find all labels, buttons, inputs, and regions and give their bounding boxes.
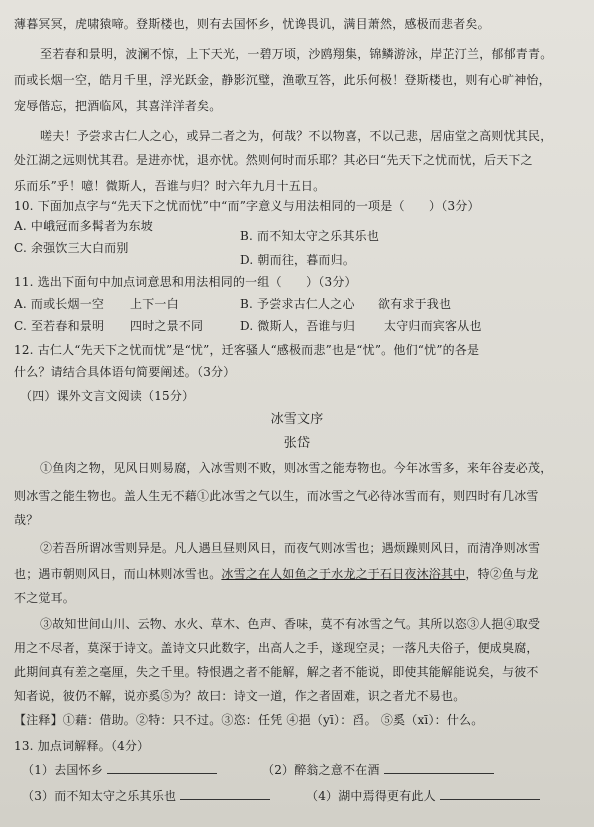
essay-title: 冰雪文序 bbox=[270, 412, 324, 427]
answer-blank[interactable] bbox=[107, 763, 217, 774]
q13-item-1 bbox=[22, 762, 217, 778]
question-stem: 13. 加点词解释。（4分） bbox=[14, 739, 150, 753]
para-line: ①鱼肉之物，见风日则易腐，入冰雪则不败，则冰雪之能寿物也。今年冰雪多，来年谷麦必茂， bbox=[40, 461, 553, 475]
essay-author: 张岱 bbox=[283, 436, 311, 451]
item-label: （1）去国怀乡 bbox=[22, 763, 104, 777]
question-stem: 10. 下面加点字与“先天下之忧而忧”中“而”字意义与用法相同的一项是（ ）（3分） bbox=[14, 199, 480, 213]
notes: 【注释】①藉：借助。②特：只不过。③恣：任凭 ④挹（yī）：舀。 ⑤奚（xī）：什么。 bbox=[14, 713, 484, 727]
option-a: A. 而或长烟一空 bbox=[14, 297, 105, 311]
underlined-sentence: 冰雪之在人如鱼之于水龙之于石日夜沐浴其中 bbox=[221, 567, 466, 581]
passage-line: 薄暮冥冥，虎啸猿啼。登斯楼也，则有去国怀乡，忧谗畏讥，满目萧然，感极而悲者矣。 bbox=[14, 17, 490, 31]
item-label: （2）醉翁之意不在酒 bbox=[262, 763, 380, 777]
para-line bbox=[14, 566, 539, 582]
para-line: ③故知世间山川、云物、水火、草木、色声、香味，莫不有冰雪之气。其所以恣③人挹④取受 bbox=[40, 617, 541, 631]
option-b: B. 予尝求古仁人之心 bbox=[240, 297, 355, 311]
para-line: 知者说，彼仍不解，说亦奚⑤为？故曰：诗文一道，作之者固难，识之者尤不易也。 bbox=[14, 689, 466, 703]
option-d: D. 微斯人，吾谁与归 bbox=[240, 319, 356, 333]
question-line: 12. 古仁人“先天下之忧而忧”是“忧”，迁客骚人“感极而悲”也是“忧”。他们“忧”的各是 bbox=[14, 343, 480, 357]
answer-blank[interactable] bbox=[384, 763, 494, 774]
option-c-pair: 四时之景不同 bbox=[130, 319, 204, 333]
para-line: 用之不尽者，莫深于诗文。盖诗文只此数字，出高人之手，遂现空灵；一落凡夫俗子，便成臭腐， bbox=[14, 641, 539, 655]
item-label: （3）而不知太守之乐其乐也 bbox=[22, 789, 177, 803]
option-a: A. 中峨冠而多髯者为东坡 bbox=[14, 219, 153, 233]
question-line: 什么？请结合具体语句简要阐述。（3分） bbox=[14, 365, 236, 379]
para-text: ，特②鱼与龙 bbox=[465, 567, 539, 581]
para-line: 哉？ bbox=[14, 513, 39, 527]
answer-blank[interactable] bbox=[180, 789, 270, 800]
option-a-pair: 上下一白 bbox=[130, 297, 179, 311]
option-b: B. 而不知太守之乐其乐也 bbox=[240, 229, 380, 243]
question-stem: 11. 选出下面句中加点词意思和用法相同的一组（ ）（3分） bbox=[14, 275, 357, 289]
option-b-pair: 欲有求于我也 bbox=[378, 297, 452, 311]
option-d: D. 朝而往，暮而归。 bbox=[240, 253, 356, 267]
q13-item-3 bbox=[22, 788, 270, 804]
passage-line: 处江湖之远则忧其君。是进亦忧，退亦忧。然则何时而乐耶？其必曰“先天下之忧而忧，后天下之 bbox=[14, 153, 533, 167]
passage-line: 嗟夫！予尝求古仁人之心，或异二者之为，何哉？不以物喜，不以己悲，居庙堂之高则忧其民， bbox=[40, 129, 553, 143]
passage-line: 乐而乐”乎！噫！微斯人，吾谁与归？时六年九月十五日。 bbox=[14, 179, 326, 193]
para-line: ②若吾所谓冰雪则异是。凡人遇旦昼则风日，而夜气则冰雪也；遇烦躁则风日，而清净则冰雪 bbox=[40, 541, 541, 555]
passage-line: 宠辱偕忘，把酒临风，其喜洋洋者矣。 bbox=[14, 99, 222, 113]
option-c: C. 余强饮三大白而别 bbox=[14, 241, 129, 255]
passage-line: 至若春和景明，波澜不惊，上下天光，一碧万顷，沙鸥翔集，锦鳞游泳，岸芷汀兰，郁郁青青。 bbox=[40, 47, 553, 61]
passage-line: 而或长烟一空，皓月千里，浮光跃金，静影沉璧，渔歌互答，此乐何极！登斯楼也，则有心旷神怡， bbox=[14, 73, 551, 87]
para-line: 则冰雪之能生物也。盖人生无不藉①此冰雪之气以生，而冰雪之气必待冰雪而有，则四时有几冰雪 bbox=[14, 489, 539, 503]
para-line: 此期间真有差之毫厘，失之千里。特恨遇之者不能解，解之者不能说，即使其能解能说矣，与彼不 bbox=[14, 665, 539, 679]
option-c: C. 至若春和景明 bbox=[14, 319, 105, 333]
section-heading: （四）课外文言文阅读（15分） bbox=[20, 389, 195, 403]
item-label: （4）湖中焉得更有此人 bbox=[306, 789, 436, 803]
para-text: 也；遇市朝则风日，而山林则冰雪也。 bbox=[14, 567, 222, 581]
q13-item-2 bbox=[262, 762, 494, 778]
answer-blank[interactable] bbox=[440, 789, 540, 800]
para-line: 不之觉耳。 bbox=[14, 591, 76, 605]
option-d-pair: 太守归而宾客从也 bbox=[384, 319, 482, 333]
q13-item-4 bbox=[306, 788, 540, 804]
